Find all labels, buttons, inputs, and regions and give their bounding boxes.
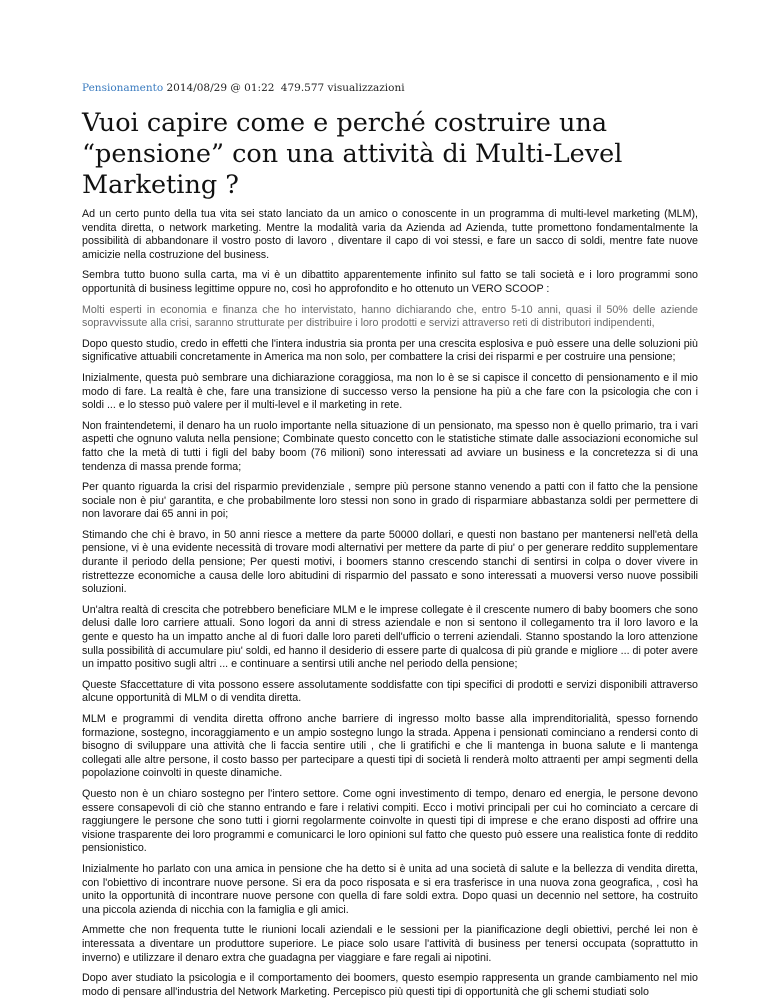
paragraph: Dopo questo studio, credo in effetti che l'intera industria sia pronta per una crescita esplosiva e può essere una delle soluzioni più significative attuabili concretamente in America ma non solo, per combattere la crisi dei risparmi e per costruire una pensione;	[82, 337, 698, 364]
paragraph: Un'altra realtà di crescita che potrebbero beneficiare MLM e le imprese collegate è il crescente numero di baby boomers che sono delusi dalle loro carriere attuali. Sono logori da anni di stress aziendale e non si sentono il collegamento tra il loro lavoro e la gente e questo ha un impatto anche al di fuori dalle loro pareti dell'ufficio o terreni aziendali. Stanno spostando la loro attenzione sulla possibilità di accumulare piu' soldi, ed hanno il desiderio di essere parte di qualcosa di più grande e migliore ... di poter avere un impatto positivo sugli altri ... e continuare a sentirsi utili anche nel periodo della pensione;	[82, 603, 698, 671]
paragraph: Molti esperti in economia e finanza che ho intervistato, hanno dichiarando che, entro 5-10 anni, quasi il 50% delle aziende sopravvissute alla crisi, saranno strutturate per distribuire i loro prodotti e servizi attraverso reti di distributori indipendenti,	[82, 303, 698, 330]
paragraph: Inizialmente, questa può sembrare una dichiarazione coraggiosa, ma non lo è se si capisce il concetto di pensionamento e il mio modo di fare. La realtà è che, fare una transizione di successo verso la pensione ha più a che fare con la psicologia che con i soldi ... e lo stesso può valere per il multi-level e il marketing in rete.	[82, 371, 698, 412]
category-link[interactable]: Pensionamento	[82, 82, 164, 94]
post-meta	[82, 82, 408, 94]
paragraph: Stimando che chi è bravo, in 50 anni riesce a mettere da parte 50000 dollari, e questi non bastano per mantenersi nell'età della pensione, vi è una evidente necessità di trovare modi alternativi per mettere da parte di piu' o per generare reddito supplementare durante il periodo della pensione; Per questi motivi, i boomers stanno crescendo stanchi di sentirsi in colpa o dover vivere in ristrettezze economiche a causa delle loro abitudini di risparmio del passato e sono interessati a muoversi verso nuove possibili soluzioni.	[82, 528, 698, 596]
paragraph: Dopo aver studiato la psicologia e il comportamento dei boomers, questo esempio rappresenta un grande cambiamento nel mio modo di pensare all'industria del Network Marketing. Percepisco più questi tipi di opportunità che gli schemi studiati solo	[82, 972, 698, 998]
article-title: Vuoi capire come e perché costruire una “pensione” con una attività di Multi-Level Marketing ?	[82, 108, 623, 200]
paragraph: Non fraintendetemi, il denaro ha un ruolo importante nella situazione di un pensionato, ma spesso non è quello primario, tra i vari aspetti che ognuno valuta nella pensione; Combinate questo concetto con le statistiche stimate dalle associazioni economiche sul fatto che la metà di tutti i figli del baby boom (76 milioni) sono interessati ad avviare un business e la concretezza si di una tendenza di massa prende forma;	[82, 419, 698, 473]
paragraph: Ammette che non frequenta tutte le riunioni locali aziendali e le sessioni per la pianificazione degli obiettivi, perché lei non è interessata a diventare un produttore superiore. Le piace solo usare l'attività di business per tenersi occupata (soprattutto in inverno) e utilizzare il denaro extra che guadagna per viaggiare e fare regali ai nipotini.	[82, 924, 698, 964]
view-count: 479.577 visualizzazioni	[280, 82, 405, 94]
paragraph: Ad un certo punto della tua vita sei stato lanciato da un amico o conoscente in un programma di multi-level marketing (MLM), vendita diretta, o network marketing. Mentre la modalità varia da Azienda ad Azienda, tutte promettono fondamentalmente la possibilità di abbandonare il vostro posto di lavoro , diventare il capo di voi stessi, e fare un sacco di soldi, mentre fate nuove amicizie nella costruzione del business.	[82, 208, 698, 261]
paragraph: Per quanto riguarda la crisi del risparmio previdenziale , sempre più persone stanno venendo a patti con il fatto che la pensione sociale non è piu' garantita, e che probabilmente loro stessi non sono in grado di risparmiare abbastanza soldi per permettere di non lavorare dai 65 anni in poi;	[82, 481, 698, 521]
paragraph: Queste Sfaccettature di vita possono essere assolutamente soddisfatte con tipi specifici di prodotti e servizi disponibili attraverso alcune opportunità di MLM o di vendita diretta.	[82, 678, 698, 705]
paragraph: Inizialmente ho parlato con una amica in pensione che ha detto si è unita ad una società di salute e la bellezza di vendita diretta, con l'obiettivo di incontrare nuove persone. Si era da poco risposata e si era trasferisce in una nuova zona geografica, , così ha unito la opportunità di incontrare nuove persone con quella di fare soldi extra. Dopo quasi un decennio nel settore, ha costruito una piccola azienda di nicchia con la famiglia e gli amici.	[82, 862, 698, 916]
paragraph: MLM e programmi di vendita diretta offrono anche barriere di ingresso molto basse alla imprenditorialità, spesso fornendo formazione, sostegno, incoraggiamento e un ampio sostegno lungo la strada. Appena i pensionati cominciano a rendersi conto di bisogno di sviluppare una attività che li faccia sentire utili , che li gratifichi e che li mantenga in buona salute e li mantenga collegati alle altre persone, il costo basso per partecipare a questi tipi di società li renderà molto attraenti per ampi segmenti della popolazione coinvolti in queste dinamiche.	[82, 713, 698, 780]
paragraph: Questo non è un chiaro sostegno per l'intero settore. Come ogni investimento di tempo, denaro ed energia, le persone devono essere consapevoli di ciò che stanno entrando e fare i relativi compiti. Ecco i motivi principali per cui ho cominciato a cercare di raggiungere le persone che sono tutti i giorni regolarmente coinvolte in questi tipi di imprese e che erano disposti ad offrire una visione trasparente dei loro programmi e comunicarci le loro opinioni sul fatto che questo può essere una realistica fonte di reddito pensionistico.	[82, 787, 698, 855]
post-date: 2014/08/29 @ 01:22	[166, 82, 275, 94]
paragraph: Sembra tutto buono sulla carta, ma vi è un dibattito apparentemente infinito sul fatto se tali società e i loro programmi sono opportunità di business legittime oppure no, così ho approfondito e ho ottenuto un VERO SCOOP :	[82, 269, 698, 295]
article-body	[82, 208, 698, 1006]
